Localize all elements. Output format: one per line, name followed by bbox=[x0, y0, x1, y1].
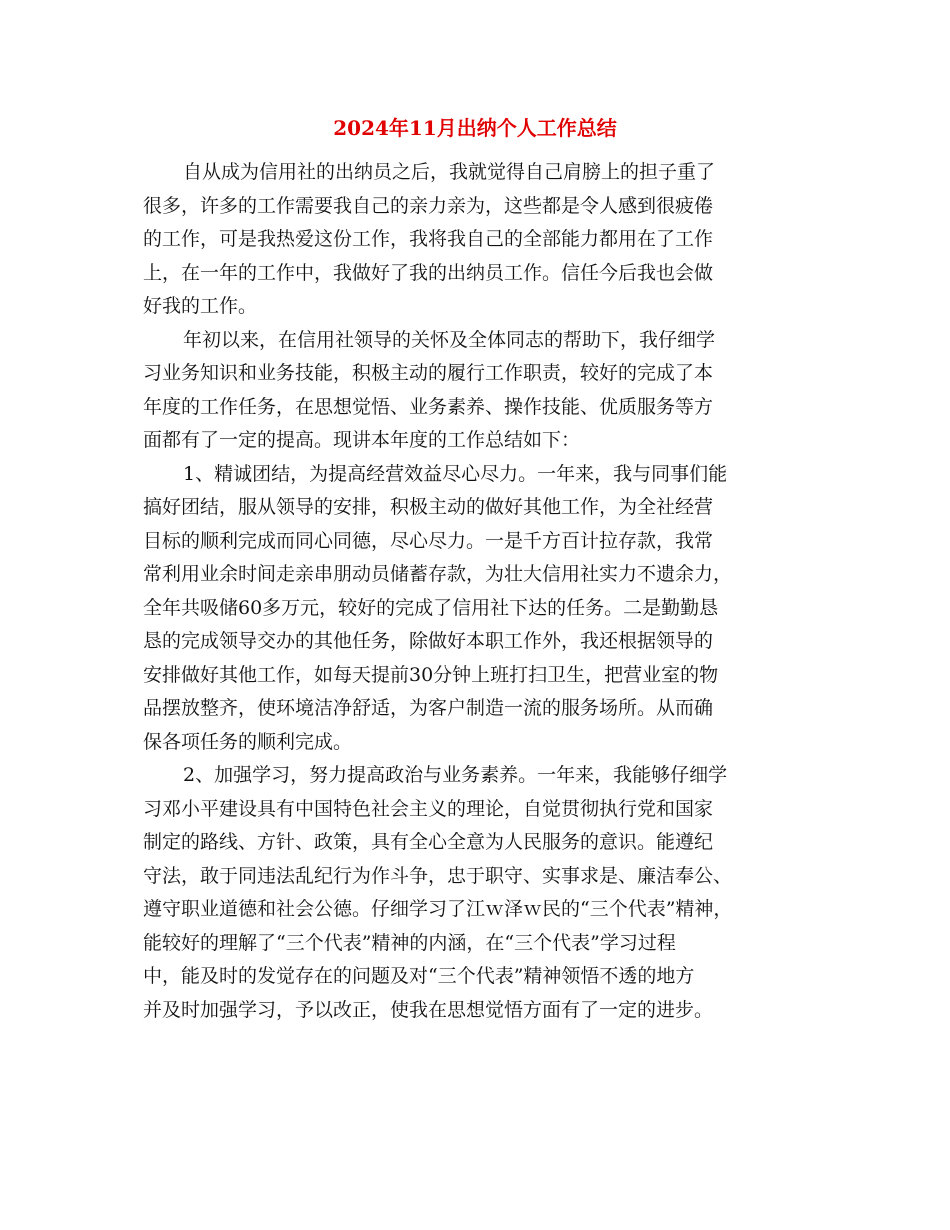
paragraph-4-line-7: 中，能及时的发觉存在的问题及对“三个代表”精神领悟不透的地方 bbox=[143, 965, 695, 987]
paragraph-4-line-1: 2、加强学习，努力提高政治与业务素养。一年来，我能够仔细学 bbox=[183, 764, 728, 786]
paragraph-3-line-2: 搞好团结，服从领导的安排，积极主动的做好其他工作，为全社经营 bbox=[143, 496, 714, 518]
paragraph-2-line-4: 面都有了一定的提高。现讲本年度的工作总结如下： bbox=[143, 429, 581, 451]
document-title: 2024年11月出纳个人工作总结 bbox=[333, 116, 617, 140]
paragraph-4-line-6: 能较好的理解了“三个代表”精神的内涵，在“三个代表”学习过程 bbox=[143, 931, 676, 954]
paragraph-3-line-7: 安排做好其他工作，如每天提前30分钟上班打扫卫生，把营业室的物 bbox=[143, 663, 719, 686]
paragraph-3-line-5: 全年共吸储60多万元，较好的完成了信用社下达的任务。二是勤勤恳 bbox=[143, 596, 719, 619]
paragraph-4-line-3: 制定的路线、方针、政策，具有全心全意为人民服务的意识。能遵纪 bbox=[143, 831, 714, 853]
paragraph-3-line-6: 恳的完成领导交办的其他任务，除做好本职工作外，我还根据领导的 bbox=[143, 630, 714, 652]
paragraph-3-line-9: 保各项任务的顺利完成。 bbox=[143, 730, 353, 753]
paragraph-3-line-1: 1、精诚团结，为提高经营效益尽心尽力。一年来，我与同事们能 bbox=[183, 462, 728, 485]
paragraph-4-line-8: 并及时加强学习，予以改正，使我在思想觉悟方面有了一定的进步。 bbox=[143, 998, 714, 1021]
paragraph-2-line-1: 年初以来，在信用社领导的关怀及全体同志的帮助下，我仔细学 bbox=[183, 328, 716, 351]
paragraph-3-line-8: 品摆放整齐，使环境洁净舒适，为客户制造一流的服务场所。从而确 bbox=[143, 697, 714, 719]
paragraph-3-line-4: 常利用业余时间走亲串朋动员储蓄存款，为壮大信用社实力不遗余力， bbox=[143, 563, 733, 585]
paragraph-4-line-2: 习邓小平建设具有中国特色社会主义的理论，自觉贯彻执行党和国家 bbox=[143, 797, 714, 820]
paragraph-2-line-3: 年度的工作任务，在思想觉悟、业务素养、操作技能、优质服务等方 bbox=[143, 395, 714, 418]
paragraph-1-line-2: 很多，许多的工作需要我自己的亲力亲为，这些都是令人感到很疲倦 bbox=[143, 194, 714, 217]
paragraph-1-line-4: 上，在一年的工作中，我做好了我的出纳员工作。信任今后我也会做 bbox=[143, 261, 714, 284]
paragraph-1-line-5: 好我的工作。 bbox=[143, 295, 258, 317]
paragraph-3-line-3: 目标的顺利完成而同心同德，尽心尽力。一是千方百计拉存款，我常 bbox=[143, 529, 714, 552]
paragraph-2-line-2: 习业务知识和业务技能，积极主动的履行工作职责，较好的完成了本 bbox=[143, 362, 714, 384]
document-body bbox=[143, 156, 813, 1027]
paragraph-4-line-5: 遵守职业道德和社会公德。仔细学习了江ｗ泽ｗ民的“三个代表”精神， bbox=[143, 898, 733, 920]
paragraph-4-line-4: 守法，敢于同违法乱纪行为作斗争，忠于职守、实事求是、廉洁奉公、 bbox=[143, 864, 733, 887]
paragraph-1-line-3: 的工作，可是我热爱这份工作，我将我自己的全部能力都用在了工作 bbox=[143, 228, 714, 250]
paragraph-1-line-1: 自从成为信用社的出纳员之后，我就觉得自己肩膀上的担子重了 bbox=[183, 161, 716, 183]
